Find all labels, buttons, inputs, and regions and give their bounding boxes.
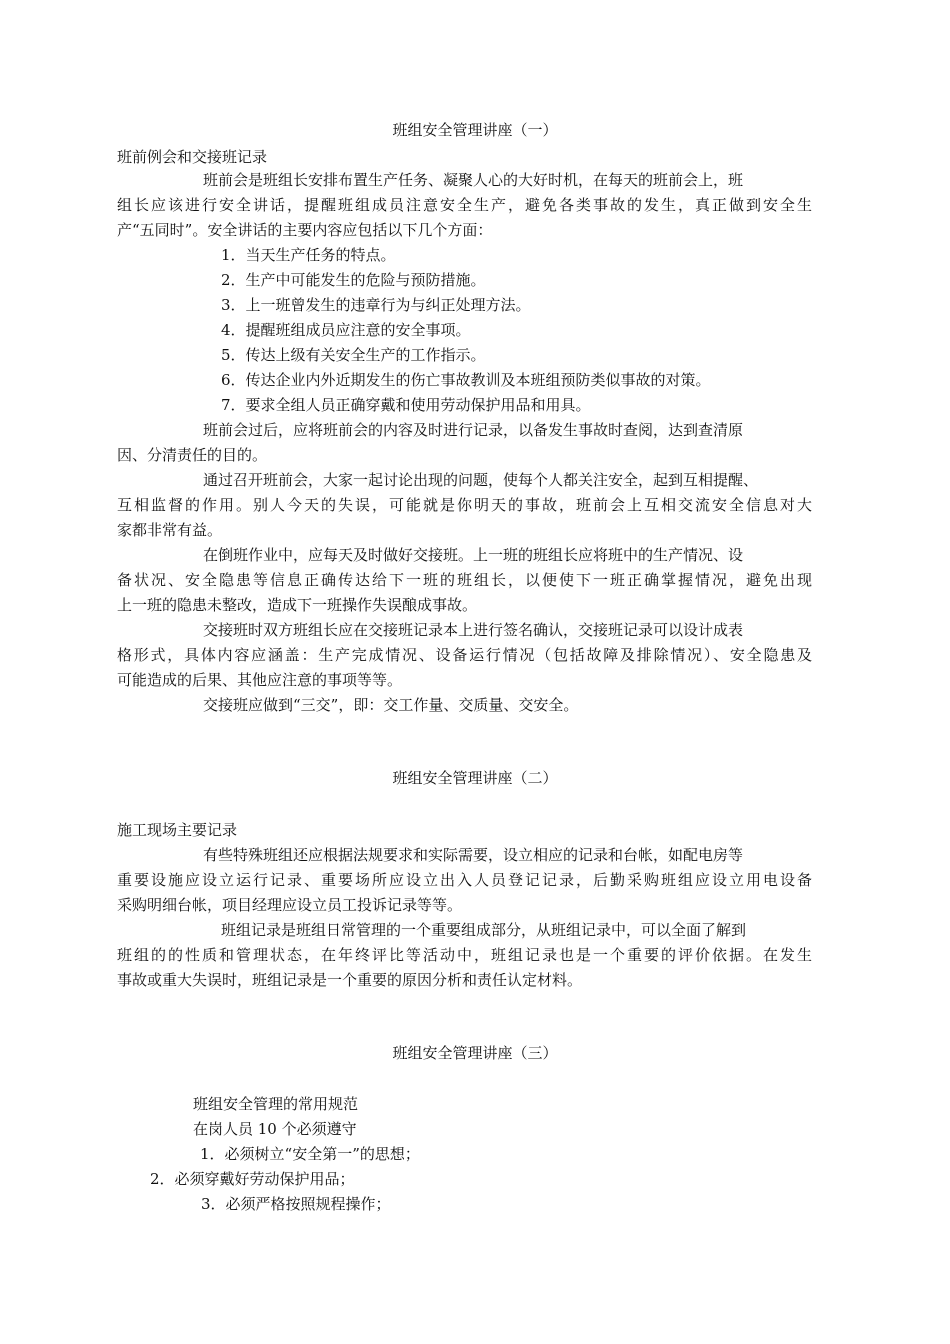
paragraph-line: 重要设施应设立运行记录、重要场所应设立出入人员登记记录，后勤采购班组应设立用电设备: [117, 871, 812, 889]
paragraph-line: 班组记录是班组日常管理的一个重要组成部分，从班组记录中，可以全面了解到: [221, 921, 747, 939]
paragraph-line: 通过召开班前会，大家一起讨论出现的问题，使每个人都关注安全，起到互相提醒、: [203, 471, 759, 489]
paragraph-line: 交接班时双方班组长应在交接班记录本上进行签名确认，交接班记录可以设计成表: [203, 621, 744, 639]
section-1-title: 班组安全管理讲座（一）: [392, 121, 558, 139]
paragraph-line: 产“五同时”。安全讲话的主要内容应包括以下几个方面：: [117, 221, 493, 239]
section-2-title: 班组安全管理讲座（二）: [392, 769, 558, 787]
paragraph-line: 备状况、安全隐患等信息正确传达给下一班的班组长，以便使下一班正确掌握情况，避免出现: [117, 571, 812, 589]
list-item: 3．必须严格按照规程操作；: [201, 1195, 391, 1213]
section-1-heading: 班前例会和交接班记录: [117, 148, 268, 166]
paragraph-line: 家都非常有益。: [117, 521, 223, 539]
list-item: 5．传达上级有关安全生产的工作指示。: [221, 346, 486, 364]
paragraph-line: 班前会过后，应将班前会的内容及时进行记录，以备发生事故时查阅，达到查清原: [203, 421, 744, 439]
paragraph-line: 事故或重大失误时，班组记录是一个重要的原因分析和责任认定材料。: [117, 971, 583, 989]
paragraph-line: 组长应该进行安全讲话，提醒班组成员注意安全生产，避免各类事故的发生，真正做到安全生: [117, 196, 812, 214]
list-item: 7．要求全组人员正确穿戴和使用劳动保护用品和用具。: [221, 396, 591, 414]
section-3-subheading-2: 在岗人员 10 个必须遵守: [193, 1120, 357, 1138]
list-item: 1．必须树立“安全第一”的思想；: [200, 1145, 420, 1163]
section-3-title: 班组安全管理讲座（三）: [392, 1044, 558, 1062]
section-2-heading: 施工现场主要记录: [117, 821, 238, 839]
list-item: 4．提醒班组成员应注意的安全事项。: [221, 321, 471, 339]
paragraph-line: 可能造成的后果、其他应注意的事项等等。: [117, 671, 403, 689]
list-item: 1．当天生产任务的特点。: [221, 246, 396, 264]
paragraph-line: 在倒班作业中，应每天及时做好交接班。上一班的班组长应将班中的生产情况、设: [203, 546, 744, 564]
list-item: 3．上一班曾发生的违章行为与纠正处理方法。: [221, 296, 531, 314]
paragraph-line: 上一班的隐患未整改，造成下一班操作失误酿成事故。: [117, 596, 478, 614]
paragraph-line: 班组的的性质和管理状态，在年终评比等活动中，班组记录也是一个重要的评价依据。在发生: [117, 946, 812, 964]
paragraph-line: 互相监督的作用。别人今天的失误，可能就是你明天的事故，班前会上互相交流安全信息对大: [117, 496, 812, 514]
paragraph-line: 有些特殊班组还应根据法规要求和实际需要，设立相应的记录和台帐，如配电房等: [203, 846, 744, 864]
paragraph-line: 因、分清责任的目的。: [117, 446, 268, 464]
paragraph-line: 格形式，具体内容应涵盖：生产完成情况、设备运行情况（包括故障及排除情况）、安全隐患及: [117, 646, 812, 664]
paragraph-line: 采购明细台帐，项目经理应设立员工投诉记录等等。: [117, 896, 463, 914]
list-item: 2．生产中可能发生的危险与预防措施。: [221, 271, 486, 289]
paragraph-line: 交接班应做到“三交”，即：交工作量、交质量、交安全。: [203, 696, 579, 714]
section-3-subheading: 班组安全管理的常用规范: [193, 1095, 359, 1113]
paragraph-line: 班前会是班组长安排布置生产任务、凝聚人心的大好时机，在每天的班前会上，班: [203, 171, 744, 189]
list-item: 2．必须穿戴好劳动保护用品；: [150, 1170, 355, 1188]
list-item: 6．传达企业内外近期发生的伤亡事故教训及本班组预防类似事故的对策。: [221, 371, 711, 389]
